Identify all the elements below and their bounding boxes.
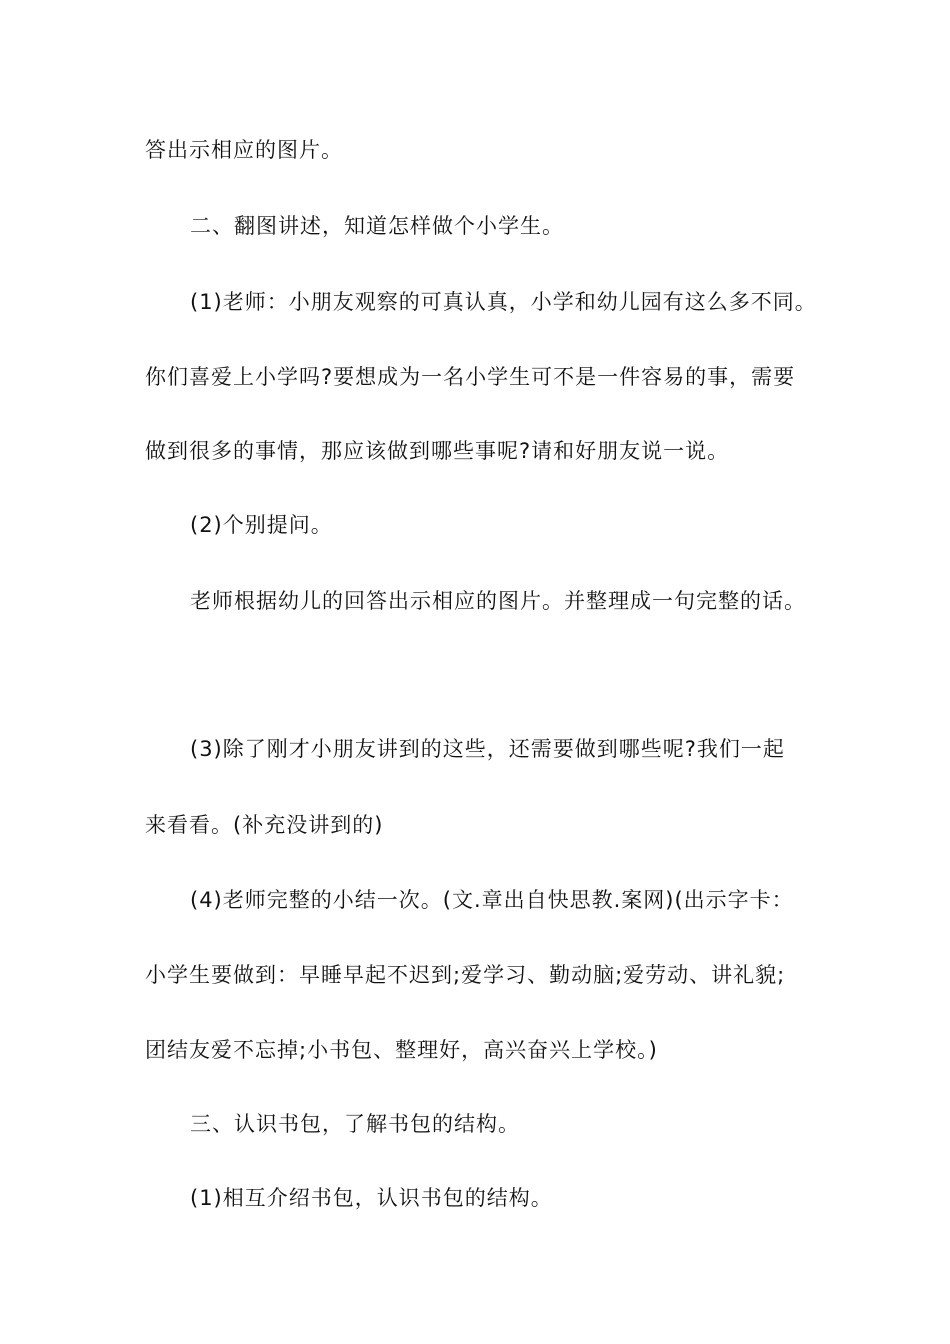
text-line: 你们喜爱上小学吗?要想成为一名小学生可不是一件容易的事，需要 [145, 365, 796, 389]
text-line: (1)老师：小朋友观察的可真认真，小学和幼儿园有这么多不同。 [190, 290, 817, 314]
section-heading: 二、翻图讲述，知道怎样做个小学生。 [190, 214, 564, 238]
text-line: (4)老师完整的小结一次。(文.章出自快思教.案网)(出示字卡： [190, 888, 794, 912]
text-line: (2)个别提问。 [190, 513, 333, 537]
text-line: (1)相互介绍书包，认识书包的结构。 [190, 1186, 553, 1210]
text-line: (3)除了刚才小朋友讲到的这些，还需要做到哪些呢?我们一起 [190, 737, 785, 761]
text-line: 团结友爱不忘掉;小书包、整理好，高兴奋兴上学校。) [145, 1038, 658, 1062]
text-line: 做到很多的事情，那应该做到哪些事呢?请和好朋友说一说。 [145, 439, 730, 463]
text-line: 小学生要做到：早睡早起不迟到;爱学习、勤动脑;爱劳动、讲礼貌; [145, 963, 786, 987]
text-line: 老师根据幼儿的回答出示相应的图片。并整理成一句完整的话。 [190, 589, 806, 613]
section-heading: 三、认识书包，了解书包的结构。 [190, 1112, 520, 1136]
text-line: 答出示相应的图片。 [145, 138, 343, 162]
text-line: 来看看。(补充没讲到的) [145, 813, 384, 837]
